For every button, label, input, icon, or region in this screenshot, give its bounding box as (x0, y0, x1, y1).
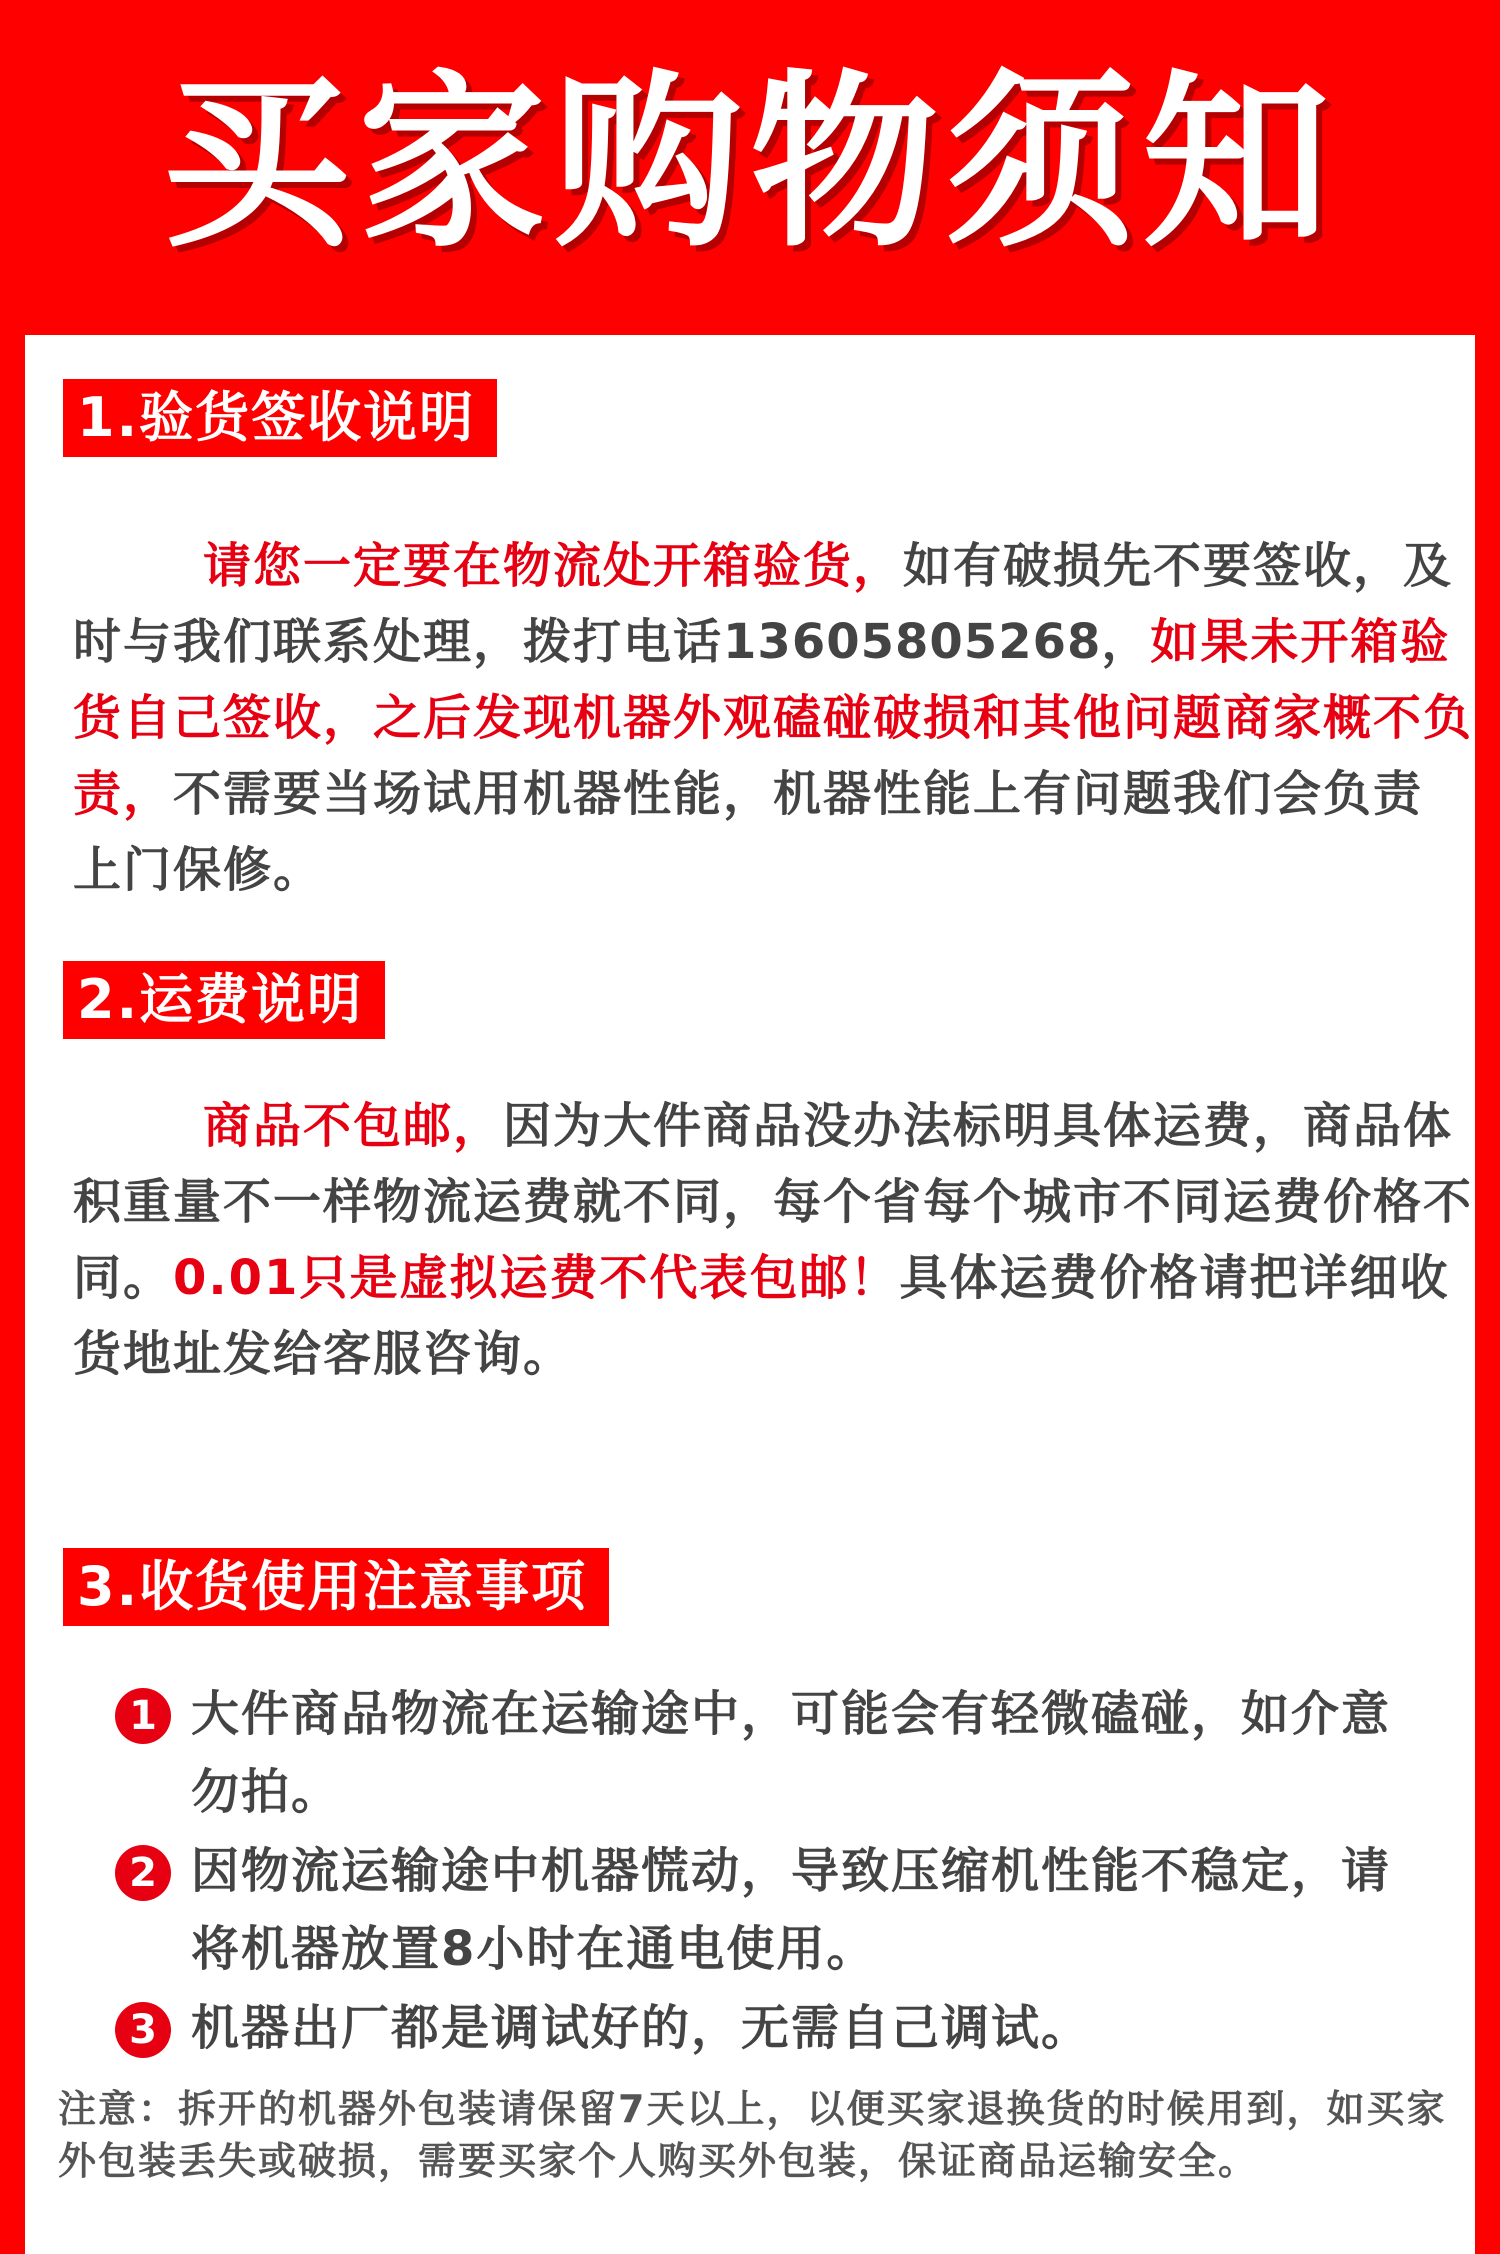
list-item (115, 1675, 1455, 1831)
number-badge-icon: 1 (115, 1688, 171, 1744)
emphasis-text: 请您一定要在物流处开箱验货， (203, 538, 904, 594)
list-item-text: 大件商品物流在运输途中，可能会有轻微磕碰，如介意勿拍。 (191, 1686, 1392, 1820)
phone-number: 13605805268， (723, 614, 1151, 670)
emphasis-text: 商品不包邮， (203, 1098, 504, 1154)
section-title-usage-notes: 3.收货使用注意事项 (63, 1548, 609, 1626)
body-text: 因为大件商品没办法标明具体运费，商品体积重量不一样物流运费就不同，每个省每个城市不同运费价格不同。 (73, 1098, 1474, 1306)
emphasis-text: 如果未开箱验货自己签收，之后发现机器外观磕碰破损和其他问题商家概不负责， (73, 614, 1474, 822)
number-badge-icon: 2 (115, 1845, 171, 1901)
list-item-text: 机器出厂都是调试好的，无需自己调试。 (191, 2000, 1092, 2056)
body-text: 不需要当场试用机器性能，机器性能上有问题我们会负责上门保修。 (73, 766, 1424, 898)
paragraph-shipping (73, 1088, 1473, 1392)
paragraph-inspection (73, 528, 1473, 908)
list-item (115, 1832, 1455, 1988)
section-title-inspection: 1.验货签收说明 (63, 379, 497, 457)
page-title: 买家购物须知 (162, 51, 1338, 273)
notes-list (115, 1675, 1455, 2068)
number-badge-icon: 3 (115, 2002, 171, 2058)
list-item (115, 1989, 1455, 2067)
footer-note: 注意：拆开的机器外包装请保留7天以上，以便买家退换货的时候用到，如买家外包装丢失或破损，需要买家个人购买外包装，保证商品运输安全。 (58, 2087, 1447, 2183)
header-banner (0, 0, 1500, 335)
content-card (25, 335, 1475, 2254)
section-title-shipping: 2.运费说明 (63, 961, 385, 1039)
body-text: 具体运费价格请把详细收货地址发给客服咨询。 (73, 1250, 1450, 1382)
emphasis-text: 0.01只是虚拟运费不代表包邮！ (173, 1250, 900, 1306)
body-text: 如有破损先不要签收，及时与我们联系处理，拨打电话 (73, 538, 1454, 670)
list-item-text: 因物流运输途中机器慌动，导致压缩机性能不稳定，请将机器放置8小时在通电使用。 (191, 1843, 1392, 1977)
